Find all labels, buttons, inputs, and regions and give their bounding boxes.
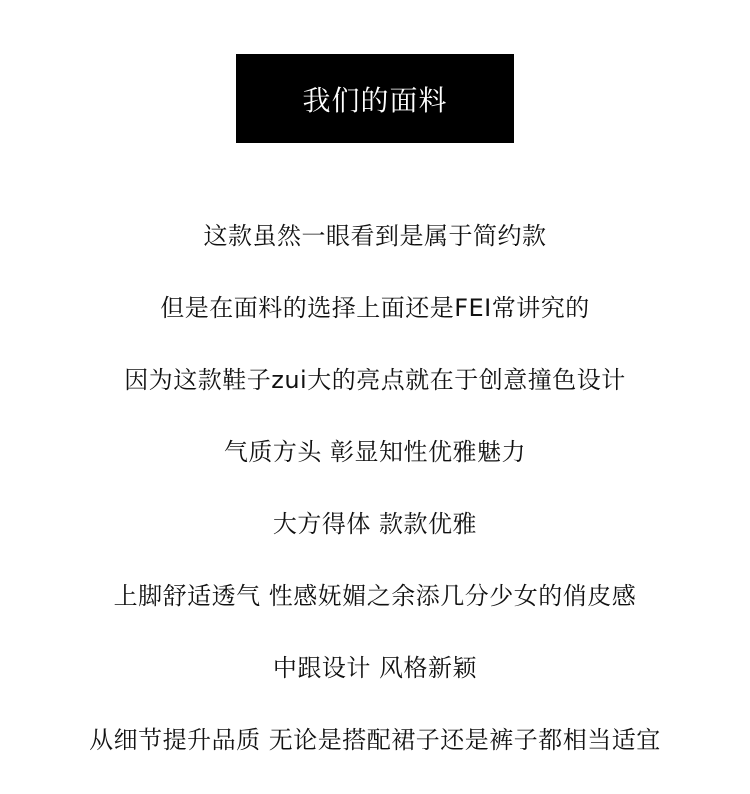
page-title: 我们的面料 <box>302 83 448 117</box>
description-line: 气质方头 彰显知性优雅魅力 <box>223 438 527 466</box>
description-line: 大方得体 款款优雅 <box>272 510 478 538</box>
description-line: 上脚舒适透气 性感妩媚之余添几分少女的俏皮感 <box>113 582 637 610</box>
description-line: 中跟设计 风格新颖 <box>272 654 478 682</box>
description-line: 这款虽然一眼看到是属于简约款 <box>203 222 547 250</box>
description-line: 但是在面料的选择上面还是FEI常讲究的 <box>160 294 590 322</box>
description-line: 因为这款鞋子zui大的亮点就在于创意撞色设计 <box>124 366 626 394</box>
description-line: 从细节提升品质 无论是搭配裙子还是裤子都相当适宜 <box>89 726 661 754</box>
